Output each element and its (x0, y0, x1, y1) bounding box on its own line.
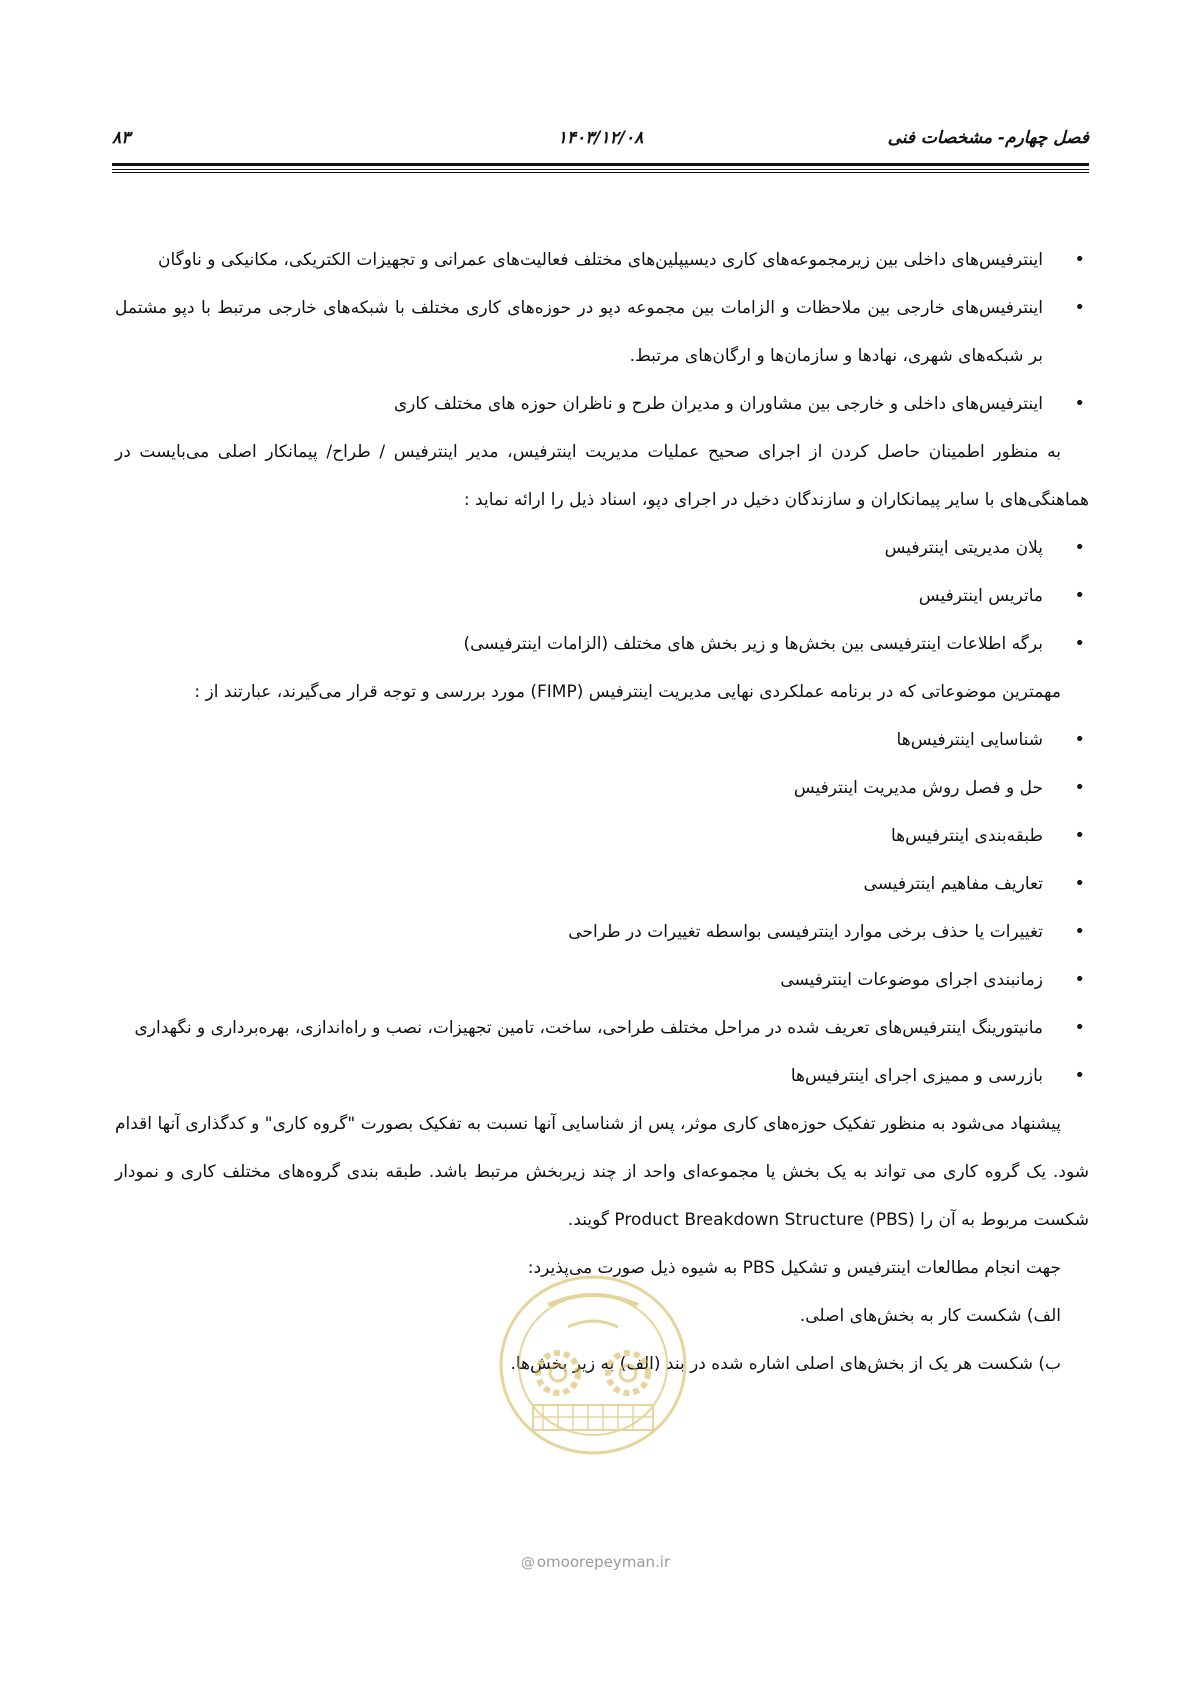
list-item: • اینترفیس‌های داخلی بین زیرمجموعه‌های کاری دیسیپلین‌های مختلف فعالیت‌های عمرانی و تجهیزات الکتریکی، مکانیکی و ناوگان (115, 236, 1089, 284)
header-date: ۱۴۰۳/۱۲/۰۸ (557, 128, 644, 148)
list-item: • تعاریف مفاهیم اینترفیسی (115, 860, 1089, 908)
chapter-title: فصل چهارم- مشخصات فنی (887, 128, 1089, 148)
step-a: الف) شکست کار به بخش‌های اصلی. (799, 1306, 1061, 1326)
page-header (112, 128, 1089, 158)
list-item: • ماتریس اینترفیس (115, 572, 1089, 620)
watermark-site-text: omoorepeyman.ir (536, 1553, 671, 1571)
list-item: • زمانبندی اجرای موضوعات اینترفیسی (115, 956, 1089, 1004)
paragraph-fimp: مهمترین موضوعاتی که در برنامه عملکردی نهایی مدیریت اینترفیس (FIMP) مورد بررسی و توجه قرار می‌گیرند، عبارتند از : (194, 682, 1061, 702)
documents-list (115, 524, 1089, 668)
list-item: • اینترفیس‌های خارجی بین ملاحظات و الزامات بین مجموعه دپو در حوزه‌های کاری مختلف با شبکه‌های خارجی مرتبط با دپو مشتمل بر شبکه‌های شهری، نهادها و سازمان‌ها و ارگان‌های مرتبط. (115, 284, 1089, 380)
list-item: • مانیتورینگ اینترفیس‌های تعریف شده در مراحل مختلف طراحی، ساخت، تامین تجهیزات، نصب و راه‌اندازی، بهره‌برداری و نگهداری (115, 1004, 1089, 1052)
at-icon: @ (520, 1555, 535, 1571)
page-body (115, 236, 1089, 1388)
list-item: • حل و فصل روش مدیریت اینترفیس (115, 764, 1089, 812)
paragraph-documents: به منظور اطمینان حاصل کردن از اجرای صحیح عملیات مدیریت اینترفیس، مدیر اینترفیس / طراح/ پیمانکار اصلی می‌بایست در هماهنگی‌های با سایر پیمانکاران و سازندگان دخیل در اجرای دپو، اسناد ذیل را ارائه نماید : (115, 442, 1089, 510)
header-rule-thin (112, 169, 1089, 170)
fimp-topics-list (115, 716, 1089, 1100)
paragraph-pbs-steps: جهت انجام مطالعات اینترفیس و تشکیل PBS به شیوه ذیل صورت می‌پذیرد: (527, 1258, 1061, 1278)
list-item: • پلان مدیریتی اینترفیس (115, 524, 1089, 572)
paragraph-pbs: پیشنهاد می‌شود به منظور تفکیک حوزه‌های کاری موثر، پس از شناسایی آنها نسبت به تفکیک بصورت "گروه کاری" و کدگذاری آنها اقدام شود. یک گروه کاری می تواند به یک بخش یا مجموعه‌ای واحد از چند زیربخش مرتبط باشد. طبقه بندی گروه‌های مختلف کاری و نمودار شکست مربوط به آن را Product Breakdown Structure (PBS) گویند. (115, 1114, 1089, 1230)
header-rule-thin-2 (112, 172, 1089, 173)
watermark-site (0, 1553, 1191, 1571)
header-rule-thick (112, 163, 1089, 166)
list-item: • اینترفیس‌های داخلی و خارجی بین مشاوران و مدیران طرح و ناظران حوزه های مختلف کاری (115, 380, 1089, 428)
list-item: • برگه اطلاعات اینترفیسی بین بخش‌ها و زیر بخش های مختلف (الزامات اینترفیسی) (115, 620, 1089, 668)
interface-types-list (115, 236, 1089, 428)
list-item: • طبقه‌بندی اینترفیس‌ها (115, 812, 1089, 860)
step-b: ب) شکست هر یک از بخش‌های اصلی اشاره شده در بند (الف) به زیر بخش‌ها. (510, 1354, 1061, 1374)
list-item: • تغییرات یا حذف برخی موارد اینترفیسی بواسطه تغییرات در طراحی (115, 908, 1089, 956)
page-number: ۸۳ (112, 128, 131, 148)
list-item: • بازرسی و ممیزی اجرای اینترفیس‌ها (115, 1052, 1089, 1100)
watermark-seal-icon (488, 1265, 698, 1465)
list-item: • شناسایی اینترفیس‌ها (115, 716, 1089, 764)
